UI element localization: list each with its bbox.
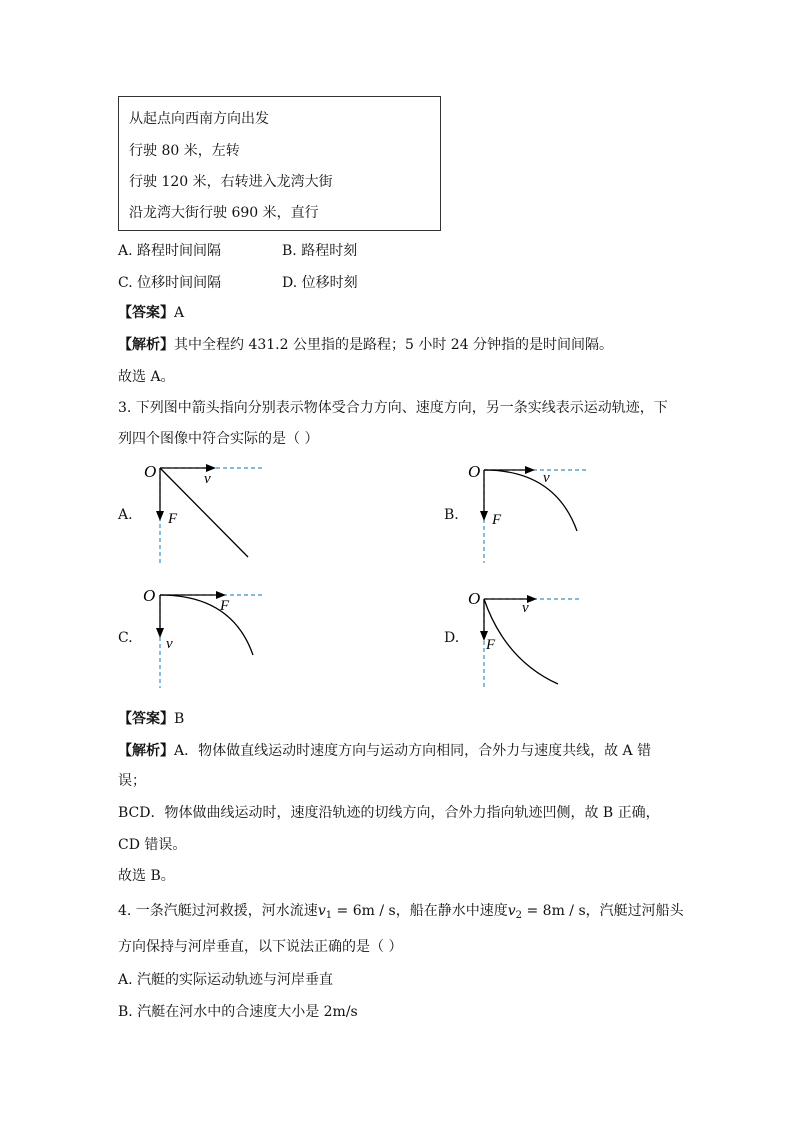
- figure-b-origin: O: [468, 462, 481, 481]
- figure-c-label: C.: [118, 630, 133, 646]
- v1-symbol: v: [317, 903, 326, 919]
- figure-c-origin: O: [143, 586, 156, 605]
- figure-d-label: D.: [444, 630, 460, 646]
- q3-stem-line-1: 3. 下列图中箭头指向分别表示物体受合力方向、速度方向，另一条实线表示运动轨迹，下: [118, 400, 668, 416]
- figure-c-velocity-arrowhead: [156, 628, 164, 638]
- q2-conclusion: 故选 A。: [118, 369, 175, 385]
- v1-value: = 6m / s: [332, 903, 396, 919]
- figure-a: [140, 455, 280, 565]
- figure-c: [140, 580, 280, 690]
- figure-b-vertical-label: F: [492, 512, 502, 528]
- q2-option-b: B. 路程时刻: [282, 243, 358, 259]
- route-box: [118, 96, 441, 231]
- q3-stem-line-2: 列四个图像中符合实际的是（ ）: [118, 431, 319, 447]
- figure-a-vertical-label: F: [168, 511, 178, 527]
- analysis-text: A．物体做直线运动时速度方向与运动方向相同，合外力与速度共线，故 A 错: [174, 743, 652, 759]
- answer-tag: 【答案】: [118, 711, 174, 727]
- q2-option-a: A. 路程时间间隔: [118, 243, 222, 259]
- q3-conclusion: 故选 B。: [118, 868, 175, 884]
- analysis-tag: 【解析】: [118, 337, 174, 353]
- q4-stem-part-2: ，船在静水中速度: [395, 903, 508, 919]
- q2-option-c: C. 位移时间间隔: [118, 275, 222, 291]
- q3-analysis-line-4: CD 错误。: [118, 837, 187, 853]
- figure-c-vertical-label: v: [166, 636, 173, 652]
- route-line-2: 行驶 80 米，左转: [129, 143, 240, 159]
- v2-subscript: 2: [515, 910, 523, 921]
- answer-tag: 【答案】: [118, 305, 174, 321]
- analysis-text: 其中全程约 431.2 公里指的是路程；5 小时 24 分钟指的是时间间隔。: [174, 337, 614, 353]
- figure-b-horizontal-label: v: [543, 470, 550, 486]
- route-line-4: 沿龙湾大街行驶 690 米，直行: [129, 205, 319, 221]
- q4-stem-line-1: [118, 900, 684, 921]
- q3-analysis-line-2: 误；: [118, 773, 146, 789]
- q2-answer: [118, 302, 184, 322]
- q4-option-a: A. 汽艇的实际运动轨迹与河岸垂直: [118, 972, 334, 988]
- figure-d-horizontal-label: v: [522, 600, 529, 616]
- figure-a-label: A.: [118, 507, 133, 523]
- v2-symbol: v: [507, 903, 516, 919]
- q4-option-b: B. 汽艇在河水中的合速度大小是 2m/s: [118, 1004, 358, 1020]
- analysis-tag: 【解析】: [118, 743, 174, 759]
- figure-b: [465, 455, 605, 565]
- q4-stem-part-3: ，汽艇过河船头: [585, 903, 684, 919]
- v1-subscript: 1: [325, 910, 333, 921]
- q3-analysis-line-3: BCD．物体做曲线运动时，速度沿轨迹的切线方向，合外力指向轨迹凹侧，故 B 正确，: [118, 805, 660, 821]
- q2-analysis: [118, 334, 613, 354]
- route-line-3: 行驶 120 米，右转进入龙湾大街: [129, 174, 333, 190]
- figure-b-velocity-arrowhead: [525, 466, 535, 474]
- q2-option-d: D. 位移时刻: [282, 275, 358, 291]
- figure-a-force-arrowhead: [156, 511, 164, 521]
- figure-d-vertical-label: F: [486, 637, 496, 653]
- figure-a-horizontal-label: v: [204, 471, 211, 487]
- figure-c-horizontal-label: F: [220, 598, 230, 614]
- figure-b-force-arrowhead: [480, 511, 488, 521]
- figure-c-trajectory: [160, 595, 253, 655]
- q4-stem-line-2: 方向保持与河岸垂直，以下说法正确的是（ ）: [118, 939, 403, 955]
- figure-d-origin: O: [468, 589, 481, 608]
- q3-answer: [118, 708, 184, 728]
- figure-b-label: B.: [444, 507, 459, 523]
- route-line-1: 从起点向西南方向出发: [129, 111, 269, 127]
- answer-value: A: [174, 305, 185, 321]
- v2-value: = 8m / s: [522, 903, 586, 919]
- q4-stem-part-1: 4. 一条汽艇过河救援，河水流速: [118, 903, 318, 919]
- figure-d: [465, 585, 605, 695]
- answer-value: B: [174, 711, 185, 727]
- q3-analysis-line-1: [118, 740, 651, 760]
- figure-a-origin: O: [144, 462, 157, 481]
